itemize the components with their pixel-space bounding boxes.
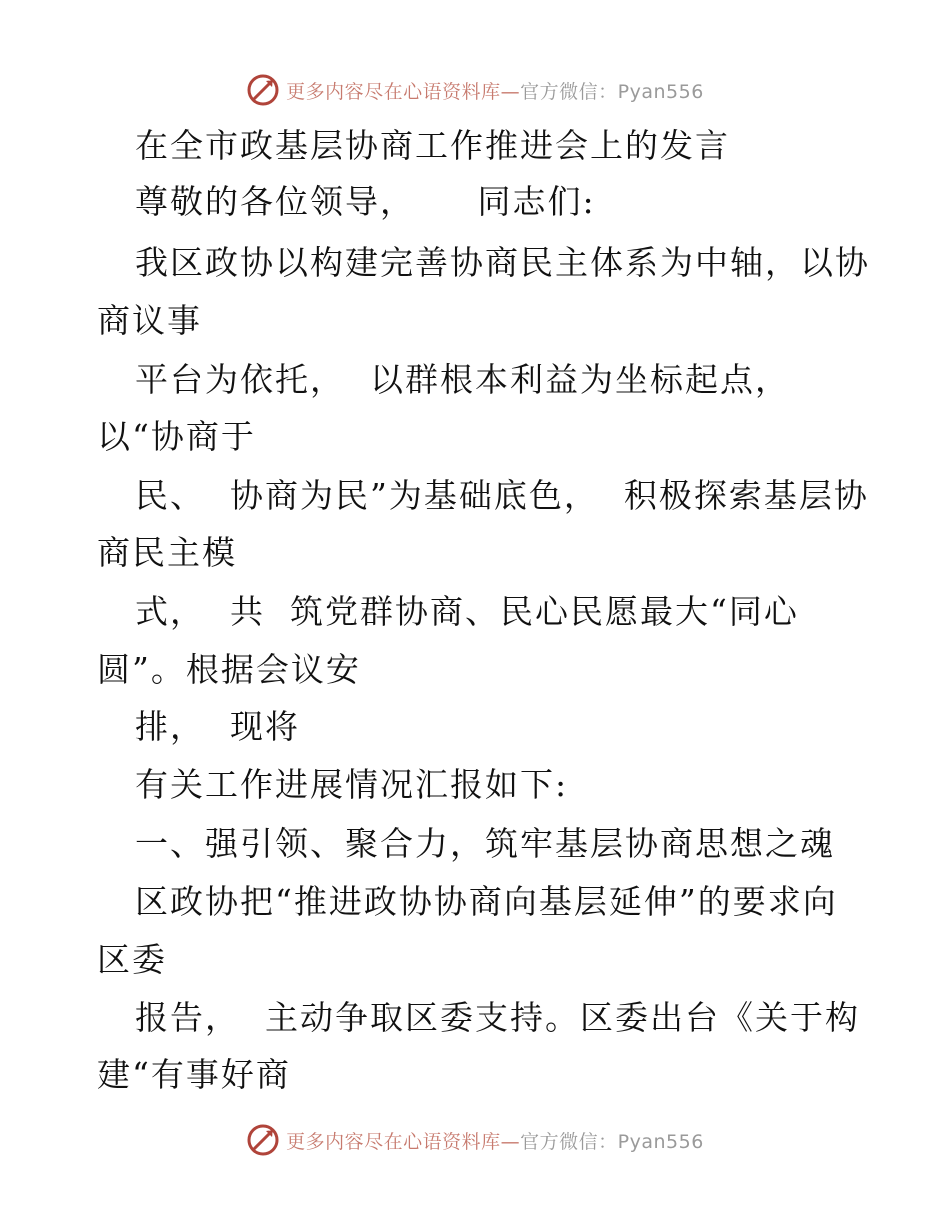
text-line: 区委 [97,940,167,979]
quill-logo-icon [246,1123,280,1157]
text-line: 区政协把“推进政协协商向基层延伸”的要求向 [135,882,838,921]
text-line: 有关工作进展情况汇报如下: [135,765,569,804]
watermark-accent-text: 官方微信：Pyan556 [520,1130,704,1153]
section-heading: 一、强引领、聚合力，筑牢基层协商思想之魂 [135,824,835,863]
salutation-line: 尊敬的各位领导， 同志们: [135,182,596,221]
text-line: 排， 现将 [135,707,300,746]
watermark-accent-text: 官方微信：Pyan556 [520,80,704,103]
text-line: 商民主模 [97,533,237,572]
text-line: 圆”。根据会议安 [97,650,361,689]
watermark-main-text: 更多内容尽在心语资料库— [286,1130,521,1153]
header-watermark [0,70,950,110]
text-line: 民、 协商为民”为基础底色， 积极探索基层协 [135,476,869,515]
footer-watermark [0,1120,950,1160]
text-line: 报告， 主动争取区委支持。区委出台《关于构 [135,998,860,1037]
text-line: 建“有事好商 [97,1055,291,1094]
text-line: 以“协商于 [97,417,256,456]
text-line: 我区政协以构建完善协商民主体系为中轴，以协 [135,243,870,282]
quill-logo-icon [246,73,280,107]
text-line: 商议事 [97,301,202,340]
document-title: 在全市政基层协商工作推进会上的发言 [135,126,730,165]
text-line: 式， 共 筑党群协商、民心民愿最大“同心 [135,592,799,631]
text-line: 平台为依托， 以群根本利益为坐标起点， [135,360,790,399]
watermark-main-text: 更多内容尽在心语资料库— [286,80,521,103]
